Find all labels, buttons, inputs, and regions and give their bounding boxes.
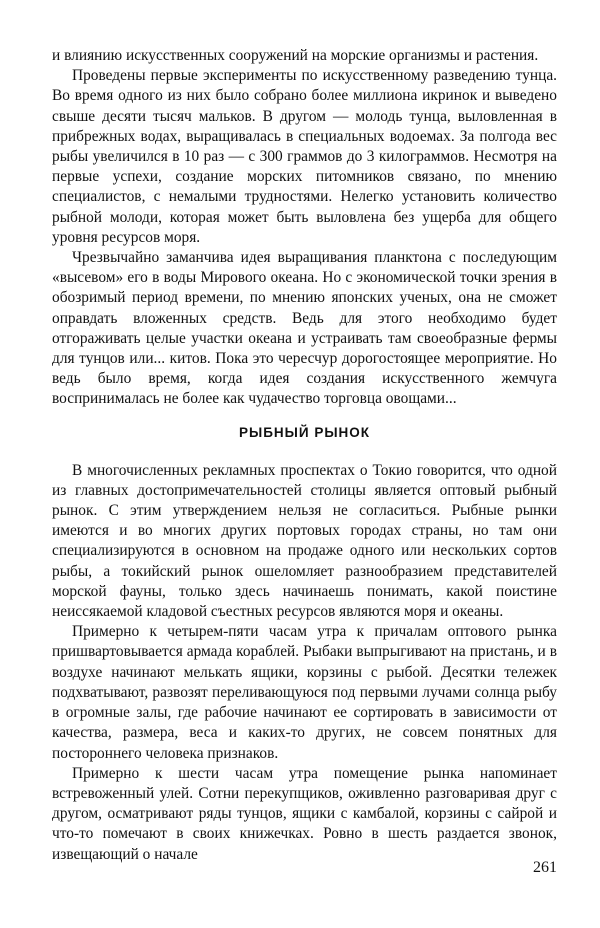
paragraph-ships-arrival: Примерно к четырем-пяти часам утра к причалам оптового рынка пришвартовывается армада кораблей. Рыбаки выпрыгивают на пристань, и в воздухе начинают мелькать ящики, корзины с рыбой. Десятки тележек подхватывают, развозят переливающуюся под первыми лучами солнца рыбу в огромные залы, где рабочие начинают ее сортировать в зависимости от качества, размера, веса и каких-то других, не совсем понятных для постороннего человека признаков. [52,623,557,762]
paragraph-tuna-breeding: Проведены первые эксперименты по искусственному разведению тунца. Во время одного из них было собрано более миллиона икринок и выведено свыше десяти тысяч мальков. В другом — молодь тунца, выловленная в прибрежных водах, выращивалась в специальных водоемах. За полгода вес рыбы увеличился в 10 раз — с 300 граммов до 3 килограммов. Несмотря на первые успехи, создание морских питомников связано, по мнению специалистов, с немалыми трудностями. Нелегко установить количество рыбной молоди, которая может быть выловлена без ущерба для общего уровня ресурсов моря. [52,67,557,246]
book-page [52,46,557,896]
section-heading: РЫБНЫЙ РЫНОК [238,424,371,440]
page-number: 261 [533,859,557,876]
paragraph-continuation: и влиянию искусственных сооружений на морские организмы и растения. [52,47,539,64]
paragraph-fish-market-intro: В многочисленных рекламных проспектах о Токио говорится, что одной из главных достопримечательностей столицы является оптовый рыбный рынок. С этим утверждением нельзя не согласиться. Рыбные рынки имеются и во многих других портовых городах страны, но там они специализируются в основном на продаже одного или нескольких сортов рыбы, а токийский рынок ошеломляет разнообразием представителей морской фауны, только здесь начинаешь понимать, какой поистине неиссякаемой кладовой съестных ресурсов являются моря и океаны. [52,461,557,621]
paragraph-plankton: Чрезвычайно заманчива идея выращивания планктона с последующим «высевом» его в воды Мирового океана. Но с экономической точки зрения в обозримый период времени, по мнению японских ученых, она не сможет оправдать вложенных средств. Ведь для этого необходимо будет отгораживать целые участки океана и устраивать там своеобразные фермы для тунцов или... китов. Пока это чересчур дорогостоящее мероприятие. Но ведь было время, когда идея создания искусственного жемчуга воспринималась не более как чудачество торговца овощами... [52,249,557,408]
paragraph-market-morning: Примерно к шести часам утра помещение рынка напоминает встревоженный улей. Сотни перекупщиков, оживленно разговаривая друг с другом, осматривают ряды тунцов, ящики с камбалой, корзины с сайрой и что-то помечают в своих книжечках. Ровно в шесть раздается звонок, извещающий о начале [52,764,557,863]
